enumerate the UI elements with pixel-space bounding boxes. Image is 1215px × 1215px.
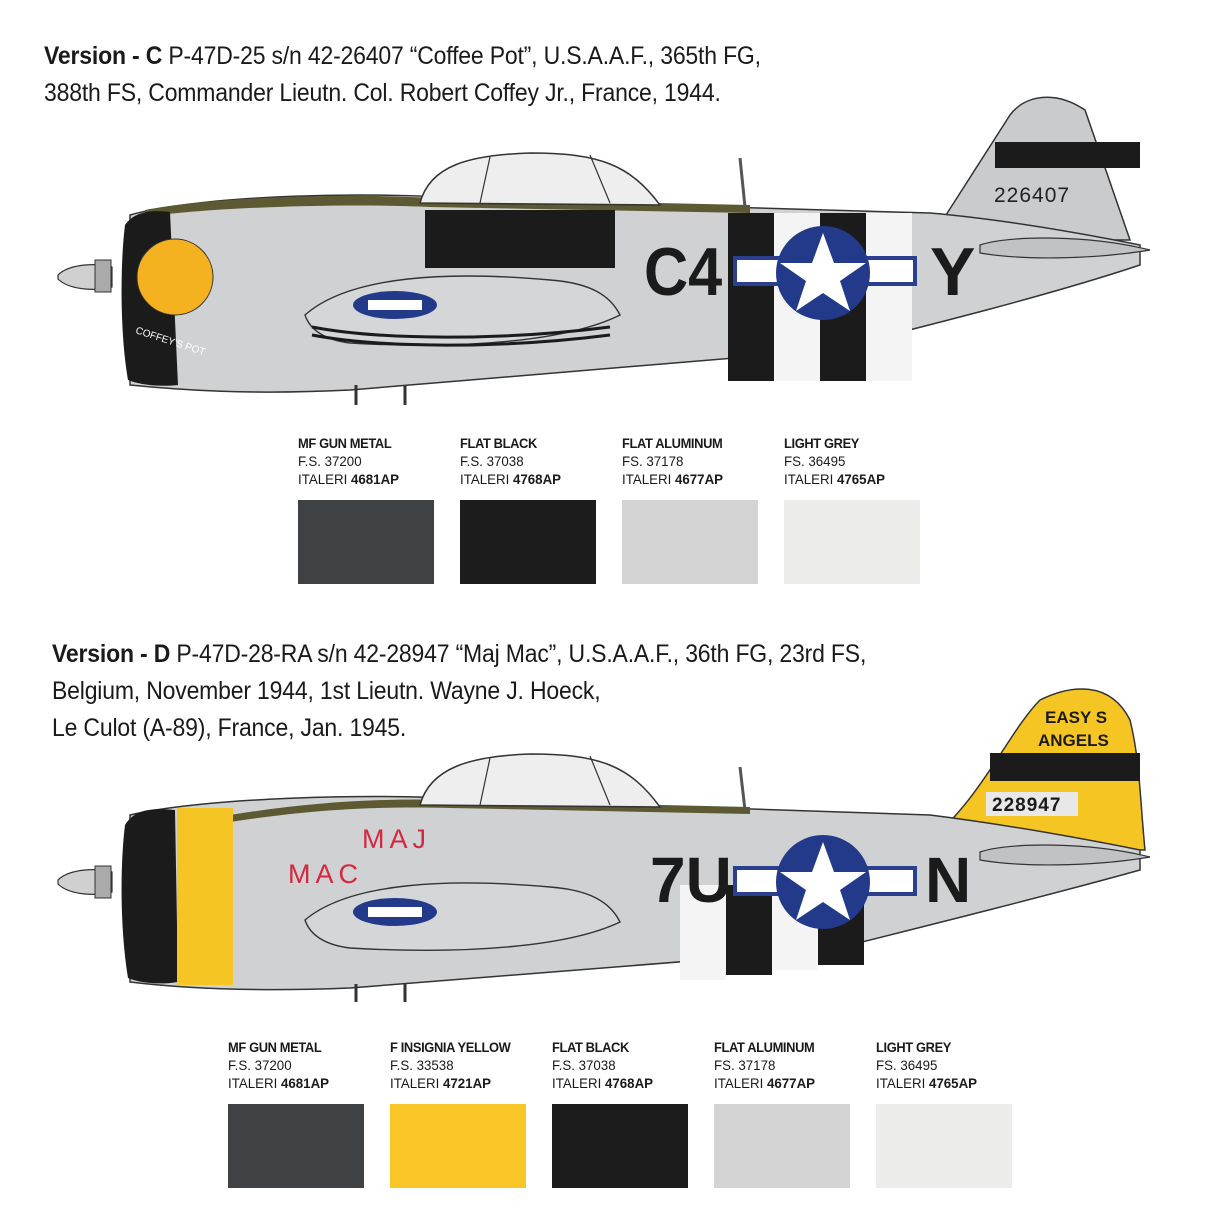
paint-italeri-code: ITALERI 4765AP <box>784 471 886 487</box>
paint-swatch <box>714 1038 850 1188</box>
paint-swatch <box>390 1038 526 1188</box>
paint-swatch <box>228 1038 364 1188</box>
fuselage-code-left: C4 <box>644 232 723 310</box>
paint-color-chip <box>552 1104 688 1188</box>
paint-italeri-code: ITALERI 4768AP <box>460 471 562 487</box>
paint-swatch <box>876 1038 1012 1188</box>
paint-color-chip <box>390 1104 526 1188</box>
nose-art-text: COFFEY'S POT <box>134 325 207 359</box>
paint-italeri-code: ITALERI 4677AP <box>622 471 724 487</box>
canopy <box>420 754 660 807</box>
canopy <box>420 153 660 205</box>
paint-swatch <box>784 434 920 584</box>
cowling-ring <box>122 809 178 983</box>
tail-serial: 226407 <box>994 184 1071 207</box>
paint-name: FLAT BLACK <box>552 1039 629 1055</box>
tail-black-band <box>990 753 1140 781</box>
paint-color-chip <box>784 500 920 584</box>
paint-italeri-code: ITALERI 4681AP <box>298 471 400 487</box>
kill-board <box>425 210 615 268</box>
version-d-line1: P-47D-28-RA s/n 42-28947 “Maj Mac”, U.S.A.A.F., 36th FG, 23rd FS, <box>176 640 867 668</box>
paint-fs-code: F.S. 37200 <box>298 453 362 469</box>
version-d-line3: Le Culot (A-89), France, Jan. 1945. <box>52 714 407 742</box>
tail-text-easys: EASY S <box>1045 708 1108 727</box>
antenna <box>740 158 745 207</box>
fuselage-code-left: 7U <box>650 844 732 916</box>
paint-color-chip <box>714 1104 850 1188</box>
version-c-line1: P-47D-25 s/n 42-26407 “Coffee Pot”, U.S.A.A.F., 365th FG, <box>168 42 761 70</box>
paint-color-chip <box>460 500 596 584</box>
nose-text-maj: MAJ <box>362 824 431 854</box>
paint-swatches-d <box>228 1038 1038 1188</box>
invasion-stripe-black-1 <box>728 213 774 381</box>
paint-swatch <box>460 434 596 584</box>
paint-swatch <box>552 1038 688 1188</box>
paint-fs-code: FS. 37178 <box>714 1057 776 1073</box>
tail-black-band <box>995 142 1140 168</box>
paint-fs-code: F.S. 37038 <box>460 453 524 469</box>
paint-color-chip <box>228 1104 364 1188</box>
paint-swatch <box>298 434 434 584</box>
paint-color-chip <box>876 1104 1012 1188</box>
antenna <box>740 767 745 810</box>
paint-swatch <box>622 434 758 584</box>
paint-fs-code: FS. 36495 <box>876 1057 938 1073</box>
invasion-stripe-black-1 <box>726 885 772 975</box>
aircraft-profile-c <box>50 95 1160 410</box>
paint-italeri-code: ITALERI 4681AP <box>228 1075 330 1091</box>
version-c-line2: 388th FS, Commander Lieutn. Col. Robert Coffey Jr., France, 1944. <box>44 79 721 107</box>
paint-name: LIGHT GREY <box>784 435 860 451</box>
version-d-line2: Belgium, November 1944, 1st Lieutn. Wayne J. Hoeck, <box>52 677 601 705</box>
fuselage <box>130 796 1140 989</box>
paint-fs-code: FS. 36495 <box>784 453 846 469</box>
paint-italeri-code: ITALERI 4721AP <box>390 1075 492 1091</box>
paint-fs-code: F.S. 37038 <box>552 1057 616 1073</box>
paint-fs-code: FS. 37178 <box>622 453 684 469</box>
paint-italeri-code: ITALERI 4677AP <box>714 1075 816 1091</box>
paint-color-chip <box>298 500 434 584</box>
paint-name: FLAT BLACK <box>460 435 537 451</box>
version-d-label: Version - D <box>52 640 171 668</box>
tail-serial: 228947 <box>992 795 1062 816</box>
tail-text-angels: ANGELS <box>1038 731 1109 750</box>
paint-name: MF GUN METAL <box>228 1039 322 1055</box>
paint-name: LIGHT GREY <box>876 1039 952 1055</box>
paint-swatches-c <box>298 434 946 584</box>
paint-name: F INSIGNIA YELLOW <box>390 1039 511 1055</box>
fuselage <box>130 195 1140 392</box>
invasion-stripe-white-2 <box>866 213 912 381</box>
paint-name: FLAT ALUMINUM <box>622 435 723 451</box>
nose-art-emblem <box>137 239 213 315</box>
paint-name: FLAT ALUMINUM <box>714 1039 815 1055</box>
paint-name: MF GUN METAL <box>298 435 392 451</box>
aircraft-profile-d <box>50 680 1160 1010</box>
paint-italeri-code: ITALERI 4768AP <box>552 1075 654 1091</box>
fuselage-code-right: Y <box>930 234 976 310</box>
paint-fs-code: F.S. 37200 <box>228 1057 292 1073</box>
version-c-label: Version - C <box>44 42 163 70</box>
fuselage-code-right: N <box>925 844 972 916</box>
nose-text-mac: MAC <box>288 859 363 889</box>
paint-color-chip <box>622 500 758 584</box>
cowling-yellow <box>177 808 233 985</box>
paint-italeri-code: ITALERI 4765AP <box>876 1075 978 1091</box>
paint-fs-code: F.S. 33538 <box>390 1057 454 1073</box>
